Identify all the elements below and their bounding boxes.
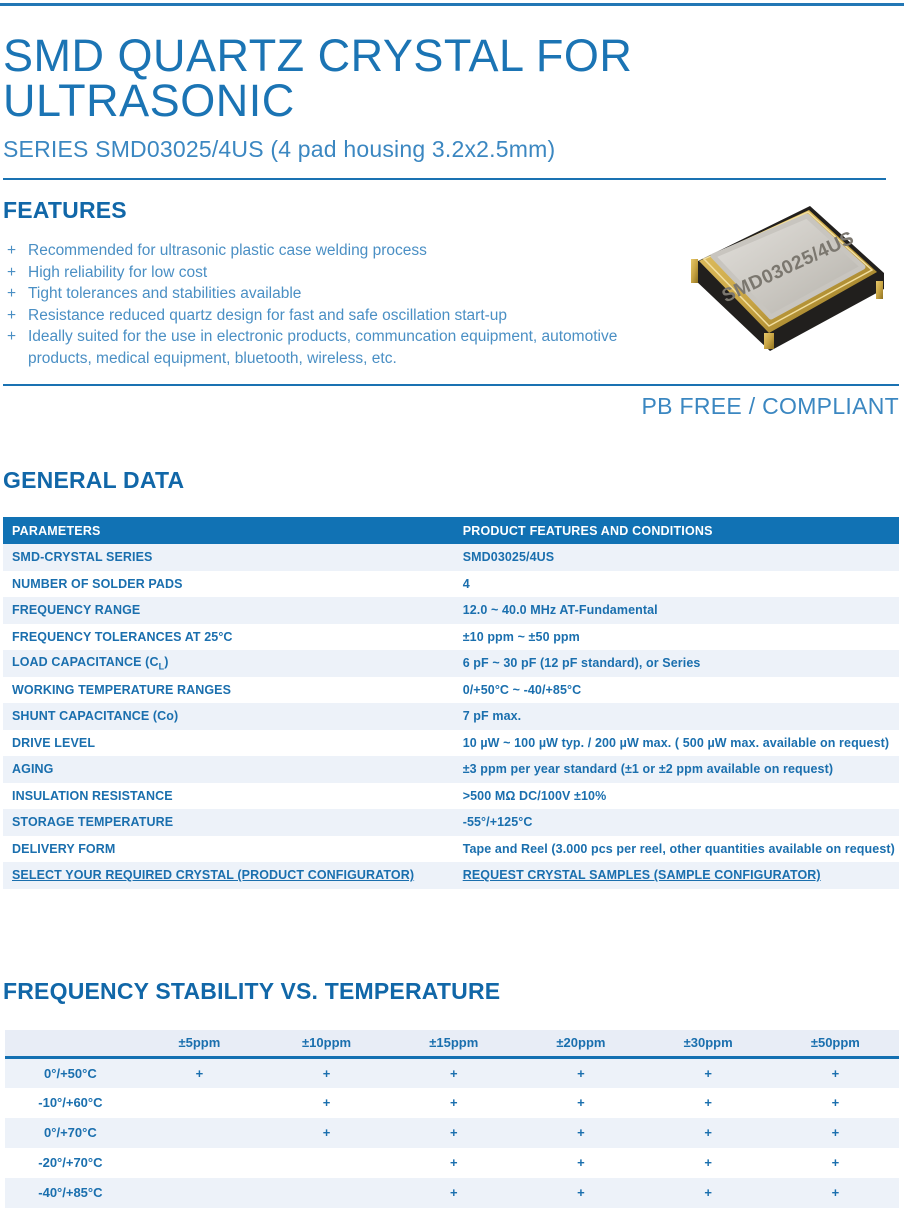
feature-item [3, 283, 683, 305]
availability-cell: + [704, 1125, 712, 1140]
availability-cell: + [704, 1065, 712, 1081]
table-row [5, 1058, 899, 1088]
stability-column-header: ±30ppm [645, 1030, 772, 1058]
crystal-lid-label: SMD03025/4US [718, 227, 858, 308]
temperature-range-cell: -10°/+60°C [38, 1095, 103, 1110]
availability-cell: + [195, 1065, 204, 1081]
parameter-cell: FREQUENCY TOLERANCES AT 25°C [12, 629, 233, 644]
table-row [3, 544, 899, 571]
stability-column-header: ±20ppm [517, 1030, 644, 1058]
feature-item-text: Tight tolerances and stabilities available [28, 285, 302, 302]
availability-cell [136, 1148, 263, 1178]
compliance-rule [3, 384, 899, 386]
feature-item [3, 262, 683, 284]
plus-bullet-icon: + [7, 285, 17, 302]
stability-header-empty [5, 1030, 136, 1058]
header-rule [3, 178, 886, 180]
parameter-cell [3, 862, 454, 889]
value-cell: 12.0 ~ 40.0 MHz AT-Fundamental [462, 603, 658, 618]
table-row [3, 809, 899, 836]
page-subtitle: SERIES SMD03025/4US (4 pad housing 3.2x2.5mm) [3, 136, 556, 162]
temperature-range-cell: 0°/+50°C [44, 1065, 97, 1081]
parameter-cell: FREQUENCY RANGE [12, 603, 141, 618]
availability-cell: + [449, 1155, 458, 1170]
availability-cell: + [577, 1185, 585, 1200]
table-row [3, 730, 899, 757]
plus-bullet-icon: + [7, 328, 17, 345]
configurator-link[interactable]: REQUEST CRYSTAL SAMPLES (SAMPLE CONFIGURATOR) [462, 868, 821, 883]
parameter-cell: AGING [12, 762, 54, 777]
product-photo-crystal [676, 193, 904, 358]
table-row [3, 677, 899, 704]
availability-cell: + [449, 1125, 458, 1140]
feature-item-text: Resistance reduced quartz design for fast and safe oscillation start-up [28, 306, 508, 324]
value-cell [454, 862, 899, 889]
feature-item-text: Ideally suited for the use in electronic products, communcation equipment, automotive products, medical equipment, bluetooth, wireless, etc. [28, 328, 618, 367]
availability-cell: + [577, 1095, 585, 1110]
parameter-cell: SMD-CRYSTAL SERIES [12, 550, 153, 565]
general-header-parameters: PARAMETERS [3, 517, 454, 544]
availability-cell: + [577, 1125, 585, 1140]
availability-cell: + [322, 1095, 331, 1110]
availability-cell [136, 1178, 263, 1208]
configurator-link[interactable]: SELECT YOUR REQUIRED CRYSTAL (PRODUCT CONFIGURATOR) [12, 868, 415, 883]
stability-column-header: ±10ppm [263, 1030, 390, 1058]
stability-table-body [5, 1058, 899, 1208]
availability-cell: + [831, 1155, 840, 1170]
table-row [5, 1118, 899, 1148]
table-row [3, 783, 899, 810]
plus-bullet-icon: + [7, 306, 17, 324]
feature-item [3, 240, 683, 262]
feature-item-text: High reliability for low cost [28, 263, 208, 281]
availability-cell [263, 1178, 390, 1208]
availability-cell: + [831, 1065, 840, 1081]
table-row [3, 862, 899, 889]
parameter-cell: INSULATION RESISTANCE [12, 788, 173, 803]
table-row [3, 571, 899, 598]
parameter-cell: LOAD CAPACITANCE $(C_L)$ [12, 655, 169, 672]
features-heading: FEATURES [3, 197, 127, 223]
value-cell: SMD03025/4US [462, 550, 555, 565]
stability-column-header: ±15ppm [390, 1030, 517, 1058]
availability-cell: + [322, 1125, 331, 1140]
value-cell: 7 pF max. [462, 709, 522, 724]
parameter-cell: NUMBER OF SOLDER PADS [12, 576, 183, 591]
parameter-cell: DELIVERY FORM [12, 841, 116, 856]
general-header-conditions: PRODUCT FEATURES AND CONDITIONS [454, 517, 899, 544]
table-row [3, 756, 899, 783]
value-cell: -55°/+125°C [462, 815, 533, 830]
availability-cell: + [449, 1185, 458, 1200]
parameter-cell: WORKING TEMPERATURE RANGES [12, 682, 232, 697]
availability-cell: + [449, 1095, 458, 1110]
availability-cell: + [704, 1155, 712, 1170]
availability-cell: + [831, 1185, 840, 1200]
parameter-cell: SHUNT CAPACITANCE (Co) [12, 709, 179, 724]
plus-bullet-icon: + [7, 263, 17, 281]
availability-cell [136, 1118, 263, 1148]
feature-item-text: Recommended for ultrasonic plastic case welding process [28, 242, 427, 259]
value-cell: 4 [462, 576, 470, 591]
value-cell: 6 pF ~ 30 pF (12 pF standard), or Series [462, 656, 701, 671]
value-cell: 10 µW ~ 100 µW typ. / 200 µW max. ( 500 µW max. available on request) [462, 735, 890, 750]
availability-cell [136, 1088, 263, 1118]
general-table-body [3, 544, 899, 889]
value-cell: ±10 ppm ~ ±50 ppm [462, 629, 580, 644]
availability-cell: + [577, 1155, 585, 1170]
stability-header-row [5, 1030, 899, 1058]
value-cell: Tape and Reel (3.000 pcs per reel, other quantities available on request) [462, 841, 895, 856]
page-title: SMD QUARTZ CRYSTAL FOR ULTRASONIC [3, 30, 633, 126]
plus-bullet-icon: + [7, 242, 17, 259]
availability-cell: + [322, 1065, 331, 1081]
stability-table [5, 1030, 899, 1208]
table-row [3, 836, 899, 863]
table-row [5, 1088, 899, 1118]
feature-item [3, 326, 683, 369]
table-row [3, 703, 899, 730]
parameter-cell: STORAGE TEMPERATURE [12, 815, 174, 830]
table-row [5, 1178, 899, 1208]
availability-cell: + [704, 1185, 712, 1200]
general-data-table [3, 517, 899, 889]
stability-column-header: ±50ppm [772, 1030, 899, 1058]
compliance-note: PB FREE / COMPLIANT [641, 393, 899, 419]
feature-item [3, 305, 683, 327]
availability-cell [263, 1148, 390, 1178]
temperature-range-cell: -40°/+85°C [38, 1185, 103, 1200]
general-data-heading: GENERAL DATA [3, 467, 185, 493]
value-cell: 0/+50°C ~ -40/+85°C [462, 682, 582, 697]
availability-cell: + [831, 1125, 840, 1140]
general-table-header-row [3, 517, 899, 544]
availability-cell: + [831, 1095, 840, 1110]
features-list [3, 240, 683, 369]
availability-cell: + [577, 1065, 585, 1081]
value-cell: >500 MΩ DC/100V ±10% [462, 788, 607, 803]
table-row [3, 597, 899, 624]
stability-heading: FREQUENCY STABILITY VS. TEMPERATURE [3, 977, 501, 1004]
parameter-cell: DRIVE LEVEL [12, 735, 96, 750]
top-rule [0, 3, 904, 6]
temperature-range-cell: -20°/+70°C [38, 1155, 103, 1170]
temperature-range-cell: 0°/+70°C [44, 1125, 97, 1140]
availability-cell: + [449, 1065, 458, 1081]
table-row [3, 624, 899, 651]
stability-column-header: ±5ppm [136, 1030, 263, 1058]
availability-cell: + [704, 1095, 712, 1110]
table-row [5, 1148, 899, 1178]
table-row [3, 650, 899, 677]
value-cell: ±3 ppm per year standard (±1 or ±2 ppm available on request) [462, 762, 834, 777]
